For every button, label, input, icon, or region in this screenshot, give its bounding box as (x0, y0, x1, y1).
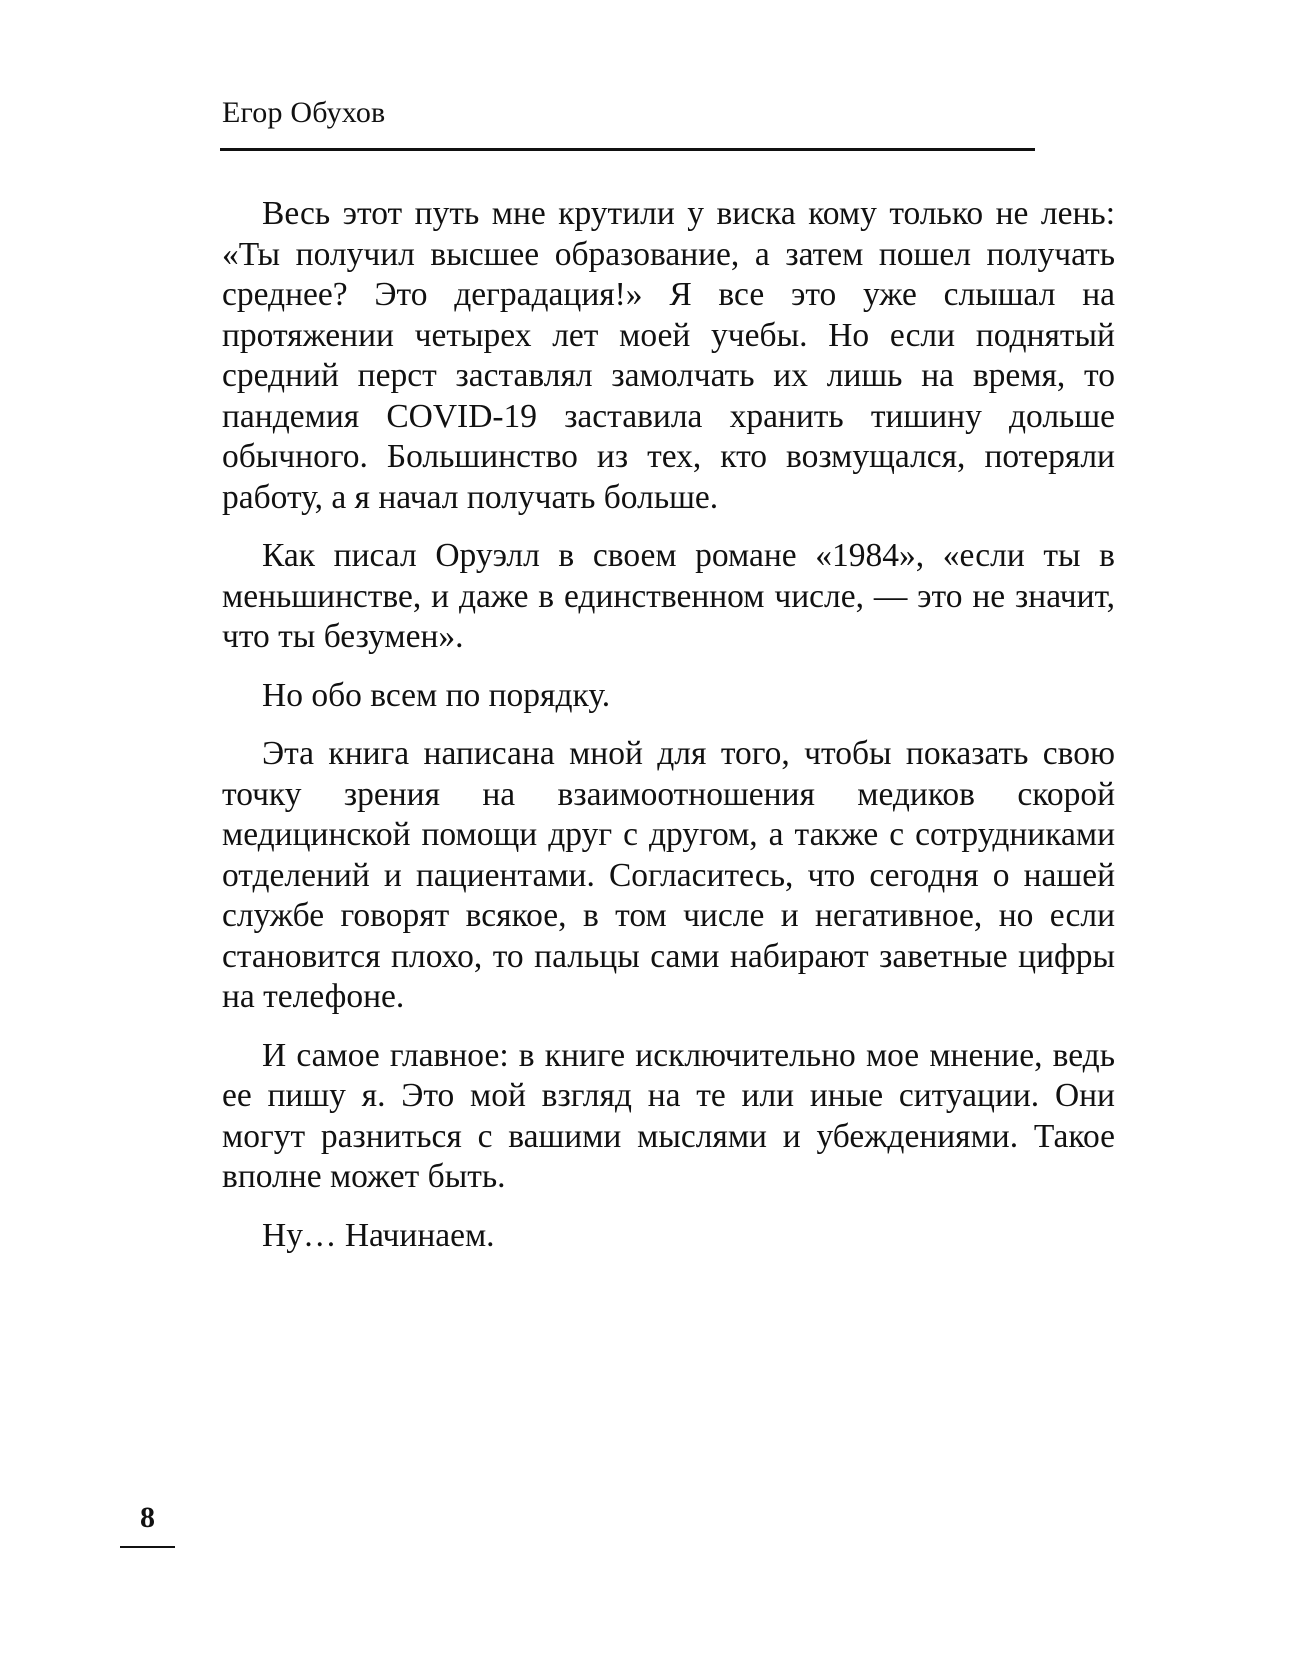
header-rule (220, 148, 1035, 151)
paragraph-1: Весь этот путь мне крутили у виска кому только не лень: «Ты получил высшее образование, а затем пошел получать среднее? Это деградация!» Я все это уже слышал на протяжении четырех лет моей учебы. Но если поднятый средний перст заставлял замолчать их лишь на время, то пандемия COVID-19 заставила хранить тишину дольше обычного. Большинство из тех, кто возмущался, потеряли работу, а я начал получать больше. (222, 195, 1115, 516)
running-header-author: Егор Обухов (222, 96, 386, 129)
paragraph-5: И самое главное: в книге исключительно мое мнение, ведь ее пишу я. Это мой взгляд на те или иные ситуации. Они могут разниться с вашими мыслями и убеждениями. Такое вполне может быть. (222, 1036, 1115, 1195)
paragraph-2: Как писал Оруэлл в своем романе «1984», «если ты в меньшинстве, и даже в единственном числе, — это не значит, что ты безумен». (222, 537, 1115, 655)
footer-rule (120, 1546, 175, 1548)
body-text (222, 194, 1115, 1274)
paragraph-3: Но обо всем по порядку. (262, 676, 611, 714)
paragraph-6: Ну… Начинаем. (262, 1216, 495, 1254)
paragraph-4: Эта книга написана мной для того, чтобы показать свою точку зрения на взаимоотношения медиков скорой медицинской помощи друг с другом, а также с сотрудниками отделений и пациентами. Согласитесь, что сегодня о нашей службе говорят всякое, в том числе и негативное, но если становится плохо, то пальцы сами набирают заветные цифры на телефоне. (222, 735, 1115, 1015)
page-number: 8 (140, 1501, 155, 1534)
